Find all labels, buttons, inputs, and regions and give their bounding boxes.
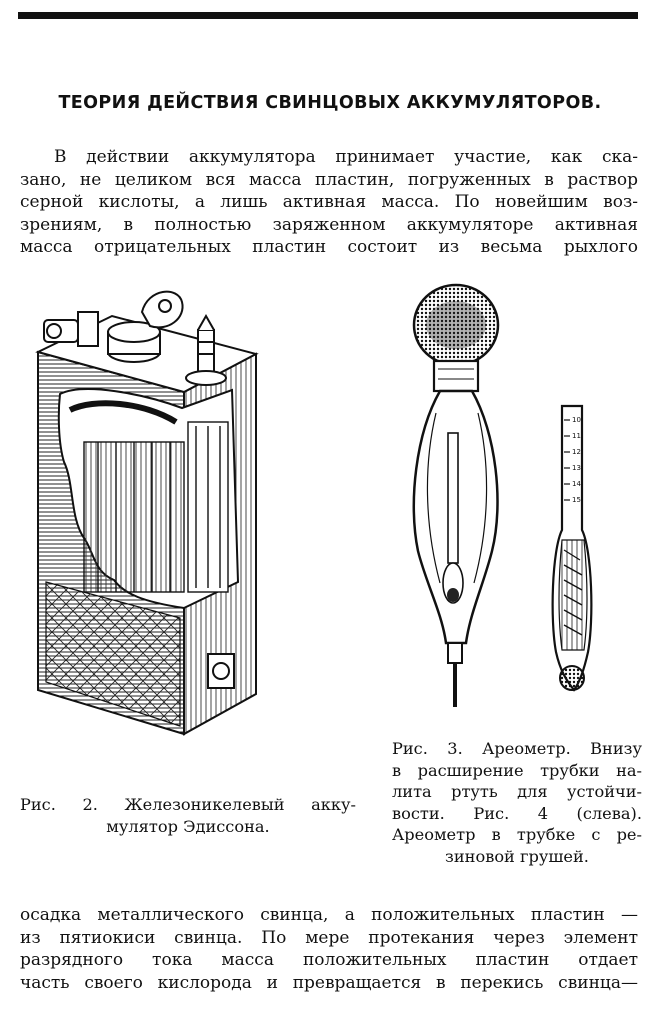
caption-line: Ареометр в трубке с ре- bbox=[392, 825, 642, 844]
outro-line: из пятиокиси свинца. По мере протекания через элемент bbox=[20, 927, 638, 948]
intro-line: В действии аккумулятора принимает участие, как ска- bbox=[54, 147, 638, 167]
scale-digit: 12 bbox=[572, 448, 581, 456]
outro-paragraph bbox=[20, 904, 638, 994]
scale-digit: 13 bbox=[572, 464, 581, 472]
scale-digit: 11 bbox=[572, 432, 581, 440]
scale-digit: 10 bbox=[572, 416, 581, 424]
caption-line: зиновой грушей. bbox=[445, 846, 589, 866]
caption-line: Рис. 2. Железоникелевый акку- bbox=[20, 795, 356, 814]
outro-line: часть своего кислорода и превращается в перекись свинца— bbox=[20, 972, 638, 993]
intro-line: масса отрицательных пластин состоит из весьма рыхлого bbox=[20, 237, 638, 258]
figure-3-caption bbox=[392, 738, 642, 867]
caption-line: в расширение трубки на- bbox=[392, 760, 642, 780]
hydrometer-bulb-illustration bbox=[400, 283, 506, 713]
scale-digit: 14 bbox=[572, 480, 581, 488]
intro-line: зано, не целиком вся масса пластин, погруженных в раствор bbox=[20, 169, 638, 190]
outro-line: осадка металлического свинца, а положительных пластин — bbox=[20, 905, 638, 925]
intro-paragraph bbox=[20, 146, 638, 259]
section-heading: ТЕОРИЯ ДЕЙСТВИЯ СВИНЦОВЫХ АККУМУЛЯТОРОВ. bbox=[58, 93, 602, 113]
caption-line: вости. Рис. 4 (слева). bbox=[392, 803, 642, 823]
caption-line: лита ртуть для устойчи- bbox=[392, 782, 642, 801]
hydrometer-tube-illustration bbox=[540, 400, 610, 706]
intro-line: серной кислоты, а лишь активная масса. По новейшим воз- bbox=[20, 192, 638, 213]
figure-2-caption bbox=[20, 794, 356, 837]
caption-line: Рис. 3. Ареометр. Внизу bbox=[392, 739, 642, 758]
outro-line: разрядного тока масса положительных пластин отдает bbox=[20, 950, 638, 971]
battery-illustration bbox=[24, 282, 274, 738]
caption-line: мулятор Эдиссона. bbox=[106, 816, 270, 836]
top-rule bbox=[18, 12, 638, 19]
scale-digit: 15 bbox=[572, 496, 581, 504]
intro-line: зрениям, в полностью заряженном аккумуляторе активная bbox=[20, 214, 638, 235]
